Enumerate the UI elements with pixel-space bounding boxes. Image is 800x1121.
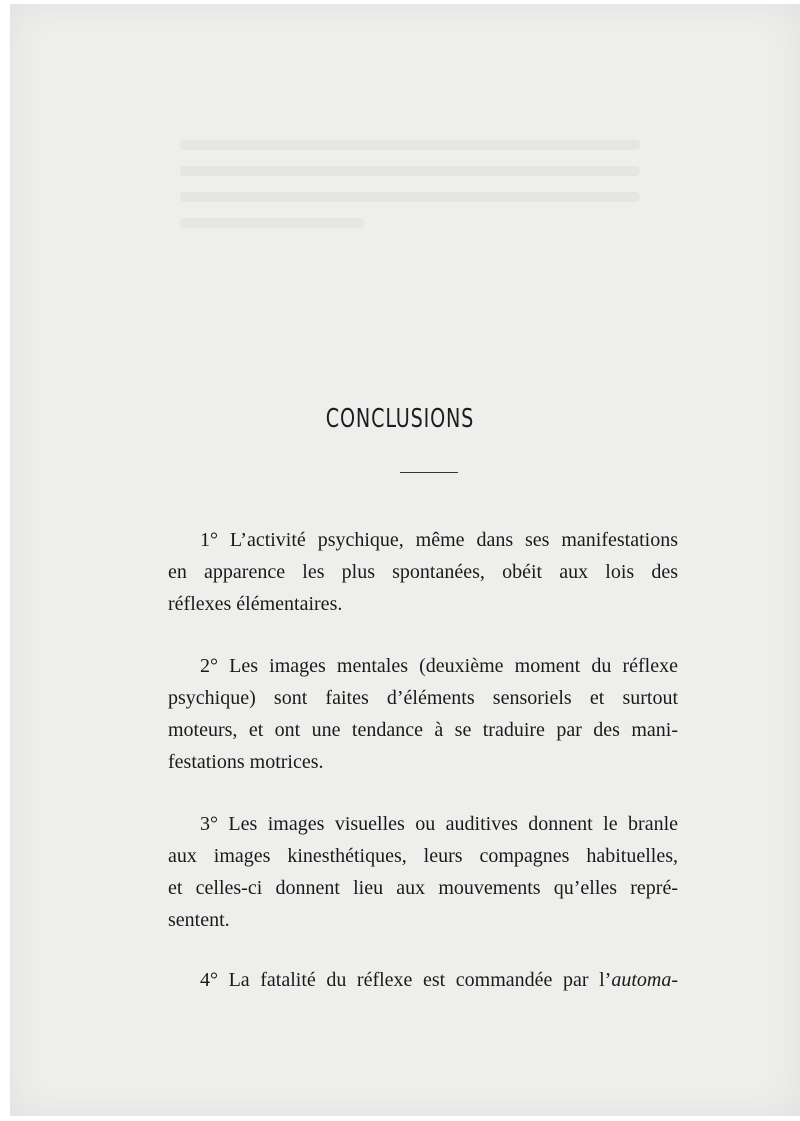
text-line-start: 4° La fatalité du réflexe est commandée par l’ <box>200 969 612 991</box>
conclusion-3 <box>168 808 678 936</box>
text-line: psychique) sont faites d’éléments sensoriels et surtout <box>168 687 678 709</box>
text-line: festations motrices. <box>168 751 324 773</box>
text-line <box>168 964 678 996</box>
text-line: en apparence les plus spontanées, obéit aux lois des <box>168 561 678 583</box>
text-line: 3° Les images visuelles ou auditives donnent le branle <box>200 813 678 835</box>
text-line: sentent. <box>168 909 230 931</box>
text-line: 1° L’activité psychique, même dans ses manifestations <box>200 529 678 551</box>
text-line: aux images kinesthétiques, leurs compagnes habituelles, <box>168 845 678 867</box>
title-rule <box>400 472 458 473</box>
page-title: CONCLUSIONS <box>325 404 475 434</box>
italic-word: automa- <box>611 969 678 991</box>
text-line: réflexes élémentaires. <box>168 593 343 615</box>
conclusion-2 <box>168 650 678 778</box>
show-through-text <box>180 124 640 234</box>
text-line: et celles-ci donnent lieu aux mouvements qu’elles repré- <box>168 877 678 899</box>
conclusion-4 <box>168 964 678 996</box>
conclusion-1 <box>168 524 678 620</box>
text-line: moteurs, et ont une tendance à se traduire par des mani- <box>168 719 678 741</box>
text-line: 2° Les images mentales (deuxième moment du réflexe <box>200 655 678 677</box>
